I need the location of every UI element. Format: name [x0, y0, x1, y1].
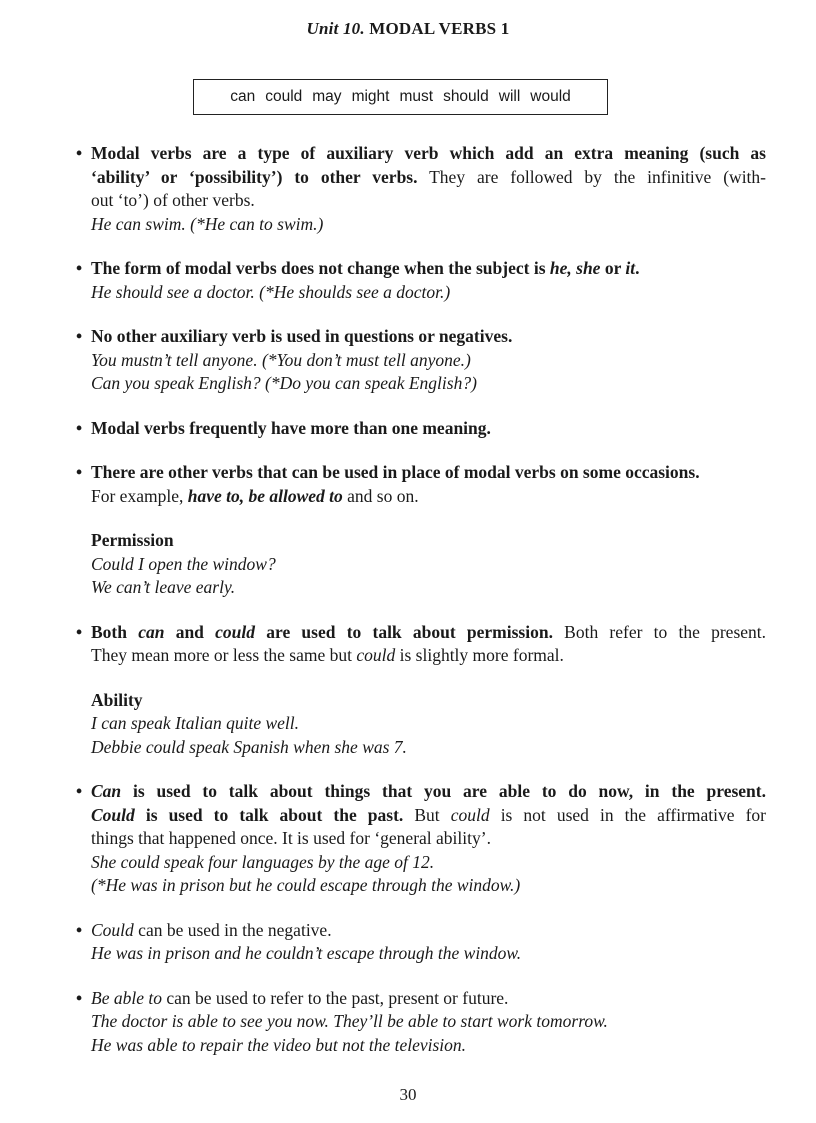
page-number: 30 [399, 1085, 417, 1104]
bullet-dot-icon: • [76, 462, 83, 482]
verb-item: can [230, 88, 256, 105]
modal-verbs-box [193, 79, 608, 115]
example-sentence: He should see a doctor. (*He shoulds see a doctor.) [91, 281, 451, 302]
example-sentence: Debbie could speak Spanish when she was 7. [91, 736, 407, 757]
bullet-definition [76, 142, 766, 236]
bullet-other-verbs [76, 461, 766, 508]
example-sentence: Could I open the window? [91, 553, 276, 574]
bullet-text-line: They mean more or less the same but could is slightly more formal. [91, 645, 564, 665]
bullet-text: No other auxiliary verb is used in questions or negatives. [91, 326, 513, 346]
bullet-text: Can is used to talk about things that you are able to do now, in the present. [91, 781, 766, 801]
bullet-dot-icon: • [76, 621, 83, 642]
bullet-dot-icon: • [76, 417, 83, 438]
verb-item: will [498, 88, 521, 105]
bullet-permission [76, 621, 766, 668]
section-ability [76, 689, 766, 760]
bullet-text: Modal verbs frequently have more than one meaning. [91, 417, 491, 438]
bullet-be-able-to [76, 987, 766, 1058]
bullet-text-line: For example, have to, be allowed to and so on. [91, 485, 419, 506]
example-sentence: Can you speak English? (*Do you can speak English?) [91, 373, 477, 393]
example-sentence: The doctor is able to see you now. They’ll be able to start work tomorrow. [91, 1011, 608, 1031]
bullet-negative [76, 919, 766, 966]
bullet-text-line: ‘ability’ or ‘possibility’) to other verbs. They are followed by the infinitive (with- [91, 166, 767, 187]
verb-item: must [399, 88, 434, 105]
bullet-ability [76, 780, 766, 898]
bullet-dot-icon: • [76, 326, 83, 346]
section-permission [76, 529, 766, 600]
bullet-text: Both can and could are used to talk about permission. Both refer to the present. [91, 621, 767, 642]
verb-item: might [351, 88, 390, 105]
example-sentence: (*He was in prison but he could escape through the window.) [91, 875, 521, 895]
bullet-text-line: things that happened once. It is used for ‘general ability’. [91, 828, 491, 848]
example-sentence: I can speak Italian quite well. [91, 713, 300, 733]
bullet-form [76, 257, 766, 304]
bullet-dot-icon: • [76, 919, 83, 940]
section-title: Permission [91, 530, 174, 550]
example-sentence: She could speak four languages by the age of 12. [91, 851, 435, 872]
verb-item: would [530, 88, 571, 105]
bullet-dot-icon: • [76, 143, 83, 163]
bullet-auxiliary [76, 325, 766, 396]
unit-label: Unit 10. [306, 19, 365, 38]
bullet-dot-icon: • [76, 987, 83, 1008]
bullet-text: The form of modal verbs does not change when the subject is he, she or it. [91, 258, 640, 278]
bullet-text-line: Could is used to talk about the past. But could is not used in the affirmative for [91, 804, 766, 825]
bullet-text: There are other verbs that can be used in place of modal verbs on some occasions. [91, 462, 700, 482]
unit-title: MODAL VERBS 1 [369, 19, 510, 38]
verb-item: may [312, 88, 342, 105]
example-sentence: We can’t leave early. [91, 577, 236, 597]
bullet-dot-icon: • [76, 781, 83, 801]
bullet-meanings [76, 417, 766, 441]
verb-item: could [265, 88, 303, 105]
bullet-dot-icon: • [76, 258, 83, 278]
example-sentence: He was in prison and he couldn’t escape through the window. [91, 943, 522, 963]
bullet-text: Modal verbs are a type of auxiliary verb which add an extra meaning (such as [91, 143, 766, 163]
verb-item: should [443, 88, 489, 105]
bullet-text: Be able to can be used to refer to the past, present or future. [91, 987, 509, 1008]
section-title: Ability [91, 689, 143, 710]
example-sentence: He was able to repair the video but not the television. [91, 1034, 467, 1055]
bullet-text: Could can be used in the negative. [91, 919, 332, 940]
page-header [0, 19, 816, 39]
example-sentence: He can swim. (*He can to swim.) [91, 213, 324, 234]
bullet-text-line: out ‘to’) of other verbs. [91, 190, 255, 210]
example-sentence: You mustn’t tell anyone. (*You don’t must tell anyone.) [91, 349, 471, 370]
main-content [76, 142, 766, 1078]
